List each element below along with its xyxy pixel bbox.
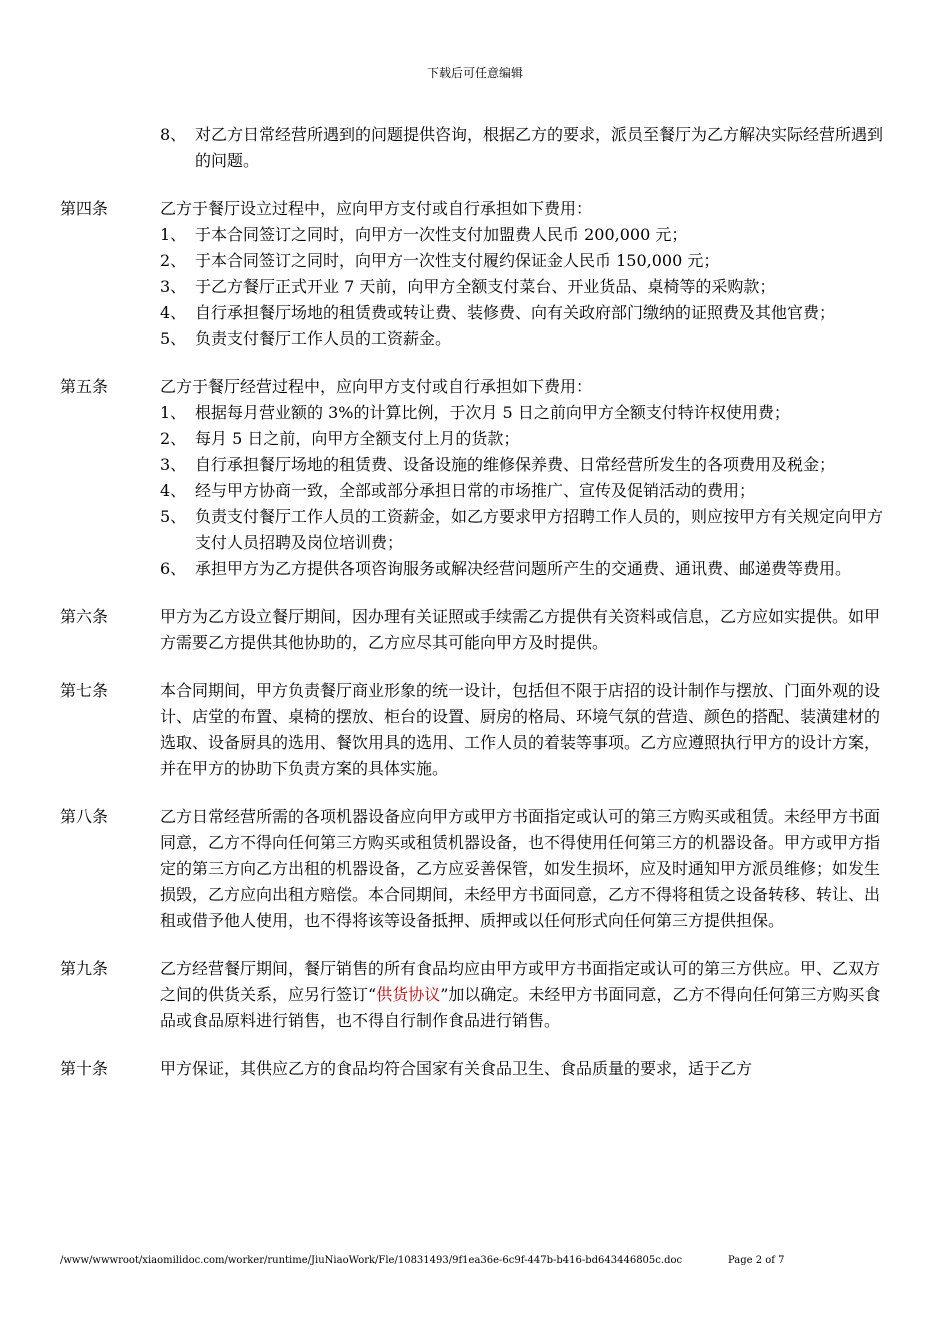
text-segment: ”加以确定。未经甲方书面同意，乙方不得向任何第三方购买食品或食品原料进行销售，也不得自行制作食品进行销售。 <box>160 985 881 1030</box>
list-item <box>60 504 885 556</box>
article-label: 第八条 <box>60 807 109 826</box>
list-item <box>60 452 885 478</box>
article-9 <box>60 956 885 1034</box>
article-text <box>160 959 880 1030</box>
article-text: 甲方为乙方设立餐厅期间，因办理有关证照或手续需乙方提供有关资料或信息，乙方应如实提供。如甲方需要乙方提供其他协助的，乙方应尽其可能向甲方及时提供。 <box>160 607 881 652</box>
item-number: 3、 <box>160 455 187 474</box>
list-item <box>60 556 885 582</box>
article-text: 本合同期间，甲方负责餐厅商业形象的统一设计，包括但不限于店招的设计制作与摆放、门面外观的设计、店堂的布置、桌椅的摆放、柜台的设置、厨房的格局、环境气氛的营造、颜色的搭配、装潢建材的选取、设备厨具的选用、餐饮用具的选用、工作人员的着装等事项。乙方应遵照执行甲方的设计方案，并在甲方的协助下负责方案的具体实施。 <box>160 681 881 778</box>
item-number: 5、 <box>160 507 187 526</box>
item-text: 于本合同签订之同时，向甲方一次性支付履约保证金人民币 150,000 元； <box>195 251 720 270</box>
item-text: 承担甲方为乙方提供各项咨询服务或解决经营问题所产生的交通费、通讯费、邮递费等费用。 <box>195 559 852 578</box>
item-number: 2、 <box>160 251 187 270</box>
item-text: 负责支付餐厅工作人员的工资薪金。 <box>195 329 452 348</box>
item-text: 于本合同签订之同时，向甲方一次性支付加盟费人民币 200,000 元； <box>195 225 688 244</box>
item-text: 自行承担餐厅场地的租赁费或转让费、装修费、向有关政府部门缴纳的证照费及其他官费； <box>195 303 836 322</box>
article-10 <box>60 1056 885 1082</box>
article-label: 第四条 <box>60 199 109 218</box>
document-body <box>60 122 885 1082</box>
article-intro: 乙方于餐厅经营过程中，应向甲方支付或自行承担如下费用： <box>160 377 593 396</box>
article-4 <box>60 196 885 352</box>
item-number: 1、 <box>160 403 187 422</box>
list-item <box>60 222 885 248</box>
item-text: 负责支付餐厅工作人员的工资薪金，如乙方要求甲方招聘工作人员的，则应按甲方有关规定向甲方支付人员招聘及岗位培训费； <box>195 507 884 552</box>
item-text: 每月 5 日之前，向甲方全额支付上月的货款； <box>195 429 520 448</box>
text-segment: 乙方经营餐厅期间，餐厅销售的所有食品均应由甲方或甲方书面指定或认可的第三方供应。甲、乙双方之间的供货关系，应另行签订“ <box>160 959 881 1004</box>
list-item <box>60 326 885 352</box>
article-5 <box>60 374 885 582</box>
list-item <box>60 274 885 300</box>
item-number: 6、 <box>160 559 187 578</box>
list-item <box>60 122 885 174</box>
item-number: 4、 <box>160 303 187 322</box>
list-item <box>60 478 885 504</box>
article-intro: 乙方于餐厅设立过程中，应向甲方支付或自行承担如下费用： <box>160 199 593 218</box>
article-label: 第七条 <box>60 681 109 700</box>
list-item <box>60 426 885 452</box>
article-text: 乙方日常经营所需的各项机器设备应向甲方或甲方书面指定或认可的第三方购买或租赁。未经甲方书面同意，乙方不得向任何第三方购买或租赁机器设备，也不得使用任何第三方的机器设备。甲方或甲方指定的第三方向乙方出租的机器设备，乙方应妥善保管，如发生损坏，应及时通知甲方派员维修；如发生损毁，乙方应向出租方赔偿。本合同期间，未经甲方书面同意，乙方不得将租赁之设备转移、转让、出租或借予他人使用，也不得将该等设备抵押、质押或以任何形式向任何第三方提供担保。 <box>160 807 881 930</box>
article-8 <box>60 804 885 934</box>
item-text: 根据每月营业额的 3%的计算比例，于次月 5 日之前向甲方全额支付特许权使用费； <box>195 403 790 422</box>
article-7 <box>60 678 885 782</box>
list-item <box>60 248 885 274</box>
article-text: 甲方保证，其供应乙方的食品均符合国家有关食品卫生、食品质量的要求，适于乙方 <box>160 1059 753 1078</box>
item-number: 2、 <box>160 429 187 448</box>
article-6 <box>60 604 885 656</box>
highlighted-term: 供货协议 <box>376 985 441 1004</box>
item-text: 于乙方餐厅正式开业 7 天前，向甲方全额支付菜台、开业货品、桌椅等的采购款； <box>195 277 776 296</box>
list-item <box>60 300 885 326</box>
list-item <box>60 400 885 426</box>
item-number: 4、 <box>160 481 187 500</box>
item-text: 对乙方日常经营所遇到的问题提供咨询，根据乙方的要求，派员至餐厅为乙方解决实际经营所遇到的问题。 <box>195 125 884 170</box>
item-number: 1、 <box>160 225 187 244</box>
item-number: 3、 <box>160 277 187 296</box>
article-label: 第五条 <box>60 377 109 396</box>
page-header: 下载后可任意编辑 <box>426 66 523 80</box>
item-text: 经与甲方协商一致，全部或部分承担日常的市场推广、宣传及促销活动的费用； <box>195 481 756 500</box>
article-label: 第十条 <box>60 1059 109 1078</box>
file-path: /www/wwwroot/xiaomilidoc.com/worker/runtime/JiuNiaoWork/Fle/10831493/9f1ea36e-6c9f-447b-b416-bd643446805c.doc <box>60 1255 683 1266</box>
article-label: 第六条 <box>60 607 109 626</box>
article-label: 第九条 <box>60 959 109 978</box>
item-text: 自行承担餐厅场地的租赁费、设备设施的维修保养费、日常经营所发生的各项费用及税金； <box>195 455 836 474</box>
item-number: 8、 <box>160 125 187 144</box>
item-number: 5、 <box>160 329 187 348</box>
page-number: Page 2 of 7 <box>728 1255 785 1266</box>
